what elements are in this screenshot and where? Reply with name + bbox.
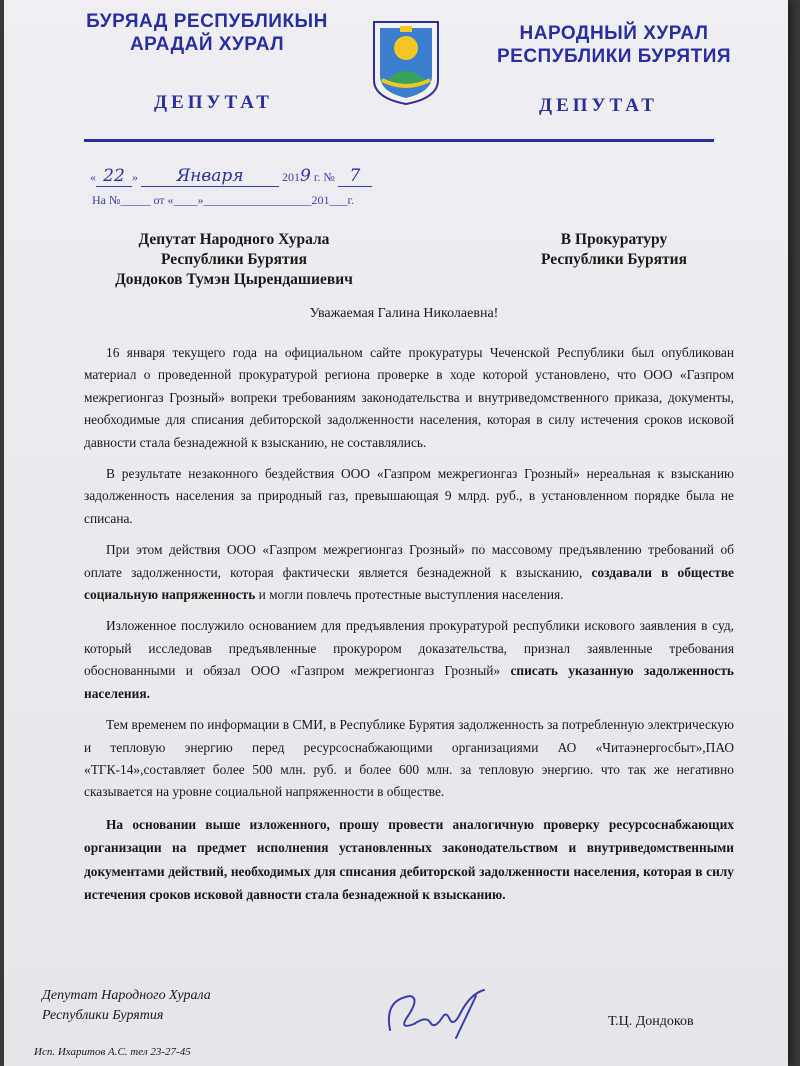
- date-year-prefix: 201: [282, 170, 300, 184]
- signature-title: [42, 986, 211, 1026]
- header-buryat-line2: АРАДАЙ ХУРАЛ: [129, 34, 285, 55]
- header-buryat: [62, 10, 352, 56]
- paragraph-4-bold: списать указанную задолженность населения.: [84, 663, 734, 701]
- signature-title-line1: Депутат Народного Хурала: [42, 988, 211, 1003]
- signer-name: Т.Ц. Дондоков: [608, 1014, 694, 1029]
- paragraph-1: 16 января текущего года на официальном сайте прокуратуры Чеченской Республики был опубликован материал о проведенной прокуратурой региона проверке в ходе которой установлено, что ООО «Газпром межрегионгаз Грозный» вопреки требованиям законодательства и внутриведомственного приказа, документы, необходимые для списания дебиторской задолженности населения, которая в силу истечения сроков исковой давности стала безнадежной к взысканию, не составлялись.: [84, 345, 734, 450]
- paragraph-3-tail: и могли повлечь протестные выступления населения.: [255, 587, 564, 603]
- number-label: г. №: [313, 170, 335, 184]
- letter-body: [84, 342, 734, 916]
- letter-page: [4, 0, 788, 1066]
- date-line: « 22 » Января 2019 г. № 7: [90, 166, 372, 187]
- recipient-line1: В Прокуратуру: [560, 231, 668, 248]
- signature-title-line2: Республики Бурятия: [42, 1008, 164, 1023]
- reference-line: На №_____ от «____»__________________201___г.: [92, 193, 355, 207]
- paragraph-6-request: На основании выше изложенного, прошу провести аналогичную проверку ресурсоснабжающих организации на предмет исполнения установленных законодательством и внутриведомственными документами действий, необходимых для списания дебиторской задолженности населения, которая в силу истечения сроков исковой давности стала безнадежной к взысканию.: [84, 816, 734, 903]
- executor-note: Исп. Ихаритов А.С. тел 23-27-45: [34, 1046, 191, 1058]
- paragraph-2: В результате незаконного бездействия ООО «Газпром межрегионгаз Грозный» нереальная к взысканию задолженность населения за природный газ, превышающая 9 млрд. руб., в установленном порядке была не списана.: [84, 466, 734, 526]
- date-day: 22: [96, 166, 132, 187]
- paragraph-3-bold: создавали в обществе социальную напряженность: [84, 564, 734, 603]
- header-buryat-line1: БУРЯАД РЕСПУБЛИКЫН: [86, 11, 328, 32]
- salutation: Уважаемая Галина Николаевна!: [309, 306, 499, 321]
- sender-block: [104, 230, 364, 290]
- sender-line2: Республики Бурятия: [161, 251, 307, 268]
- paragraph-3-text: При этом действия ООО «Газпром межрегионгаз Грозный» по массовому предъявлению требований об оплате задолженности, которая фактически является безнадежной к взысканию,: [84, 542, 734, 580]
- header-divider: [84, 139, 714, 142]
- handwritten-signature-icon: [380, 986, 490, 1046]
- recipient-block: [524, 230, 704, 270]
- sender-line3: Дондоков Тумэн Цырендашиевич: [115, 271, 353, 288]
- date-year-digit: 9: [300, 166, 311, 186]
- deputat-label-left: ДЕПУТАТ: [154, 92, 273, 113]
- paragraph-4: [84, 615, 734, 705]
- sender-line1: Депутат Народного Хурала: [138, 231, 330, 248]
- buryatia-coat-of-arms-icon: [370, 18, 442, 106]
- date-month: Января: [141, 166, 279, 187]
- deputat-label-right: ДЕПУТАТ: [539, 95, 658, 116]
- letter-number: 7: [338, 166, 372, 187]
- paragraph-3: [84, 539, 734, 606]
- recipient-line2: Республики Бурятия: [541, 251, 687, 268]
- header-russian: [474, 22, 754, 68]
- header-russian-line1: НАРОДНЫЙ ХУРАЛ: [519, 23, 709, 44]
- header-russian-line2: РЕСПУБЛИКИ БУРЯТИЯ: [496, 46, 732, 67]
- paragraph-5: Тем временем по информации в СМИ, в Республике Бурятия задолженность за потребленную электрическую и тепловую энергию перед ресурсоснабжающими организациями АО «Читаэнергосбыт»,ПАО «ТГК-14»,составляет более 500 млн. руб. и более 600 млн. за тепловую энергию. что так же негативно сказывается на уровне социальной напряженности в обществе.: [84, 717, 734, 800]
- paragraph-4-text: Изложенное послужило основанием для предъявления прокуратурой республики искового заявления в суд, который исследовав предъявленные прокурором доказательства, признал заявленные требования обоснованными и обязал ООО «Газпром межрегионгаз Грозный»: [84, 618, 734, 679]
